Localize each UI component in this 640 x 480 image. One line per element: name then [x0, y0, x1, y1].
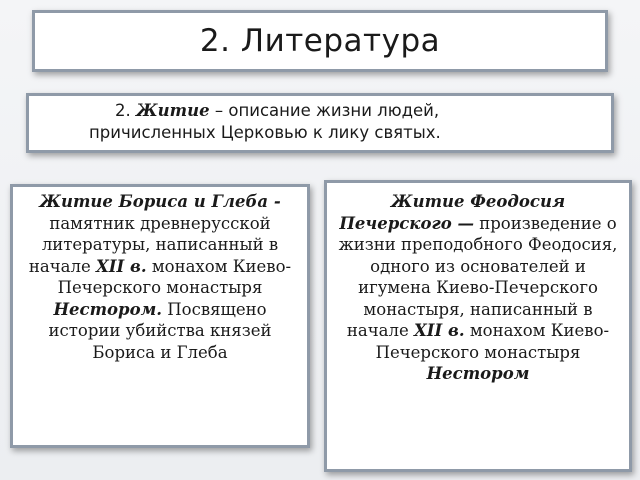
definition-term: Житие: [136, 101, 210, 120]
definition-box: [26, 93, 614, 153]
feodosiy-century: XII в.: [414, 321, 465, 340]
feodosiy-title: Житие Феодосия Печерского —: [339, 192, 566, 233]
title-box: [32, 10, 608, 72]
feodosiy-author: Нестором: [426, 364, 530, 383]
definition-text: – описание жизни людей,: [209, 101, 440, 120]
boris-author: Нестором.: [53, 299, 163, 319]
definition-number: 2.: [115, 101, 131, 120]
boris-gleb-box: [10, 184, 310, 448]
boris-text-2: монахом Киево-Печерского монастыря: [57, 256, 292, 297]
boris-text-1: памятник древнерусской литературы, написанный в начале: [28, 213, 279, 276]
boris-text-3: Посвящено истории убийства князей Бориса и Глеба: [48, 299, 272, 362]
slide-title: 2. Литература: [199, 23, 441, 59]
feodosiy-text-1: произведение о жизни преподобного Феодосия, одного из основателей и игумена Киево-Печерского монастыря, написанный в начале: [338, 213, 618, 340]
boris-century: XII в.: [96, 256, 147, 276]
boris-title: Житие Бориса и Глеба -: [39, 192, 281, 211]
feodosiy-text-2: монахом Киево-Печерского монастыря: [375, 321, 610, 362]
definition-text-line2: причисленных Церковью к лику святых.: [89, 123, 441, 142]
feodosiy-box: [324, 180, 632, 472]
